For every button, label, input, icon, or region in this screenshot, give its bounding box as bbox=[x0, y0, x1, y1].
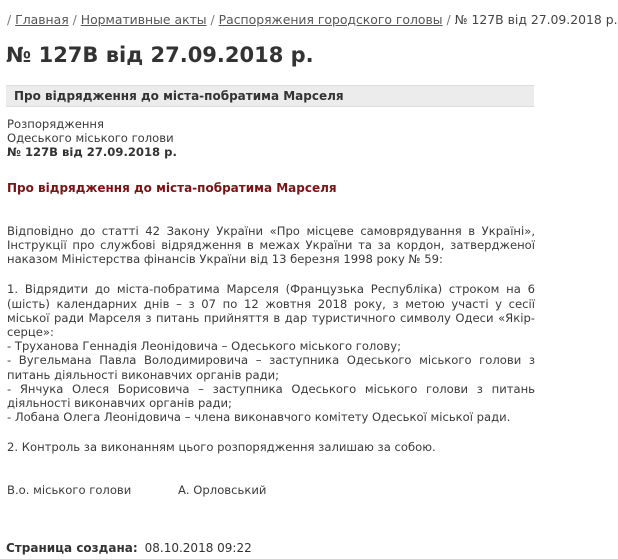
document-number: № 127В від 27.09.2018 р. bbox=[7, 145, 177, 160]
breadcrumb-separator: / bbox=[210, 12, 215, 27]
subject-bar bbox=[6, 85, 534, 107]
breadcrumb bbox=[7, 12, 618, 28]
breadcrumb-current: № 127В від 27.09.2018 р. bbox=[454, 12, 618, 27]
created-label: Страница создана: bbox=[6, 541, 138, 555]
breadcrumb-separator: / bbox=[7, 12, 12, 27]
signature-name: А. Орловський bbox=[178, 483, 267, 497]
document-heading: Про відрядження до міста-побратима Марселя bbox=[7, 180, 337, 195]
document-body bbox=[7, 117, 535, 455]
subject-bar-text: Про відрядження до міста-побратима Марселя bbox=[14, 89, 344, 103]
document-type: Розпорядження bbox=[7, 117, 104, 131]
document-item-1: 1. Відрядити до міста-побратима Марселя (Французька Республіка) строком на 6 (шість) календарних днів – з 07 по 12 жовтня 2018 року, з метою участі у сесії міської ради Марселя з питань прийняття в дар туристичного символу Одеси «Якір-серце»: bbox=[7, 282, 535, 340]
page-title: № 127В від 27.09.2018 р. bbox=[6, 43, 314, 67]
person-item: - Янчука Олеся Борисовича – заступника Одеського міського голови з питань діяльності виконавчих органів ради; bbox=[7, 381, 535, 411]
person-item: - Вугельмана Павла Володимировича – заступника Одеського міського голови з питань діяльності виконавчих органів ради; bbox=[7, 353, 535, 382]
breadcrumb-separator: / bbox=[446, 12, 451, 27]
document-intro: Відповідно до статті 42 Закону України «Про місцеве самоврядування в Україні», Інструкції про службові відрядження в межах України та за кордон, затвердженої наказом Міністерства фінансів України від 13 березня 1998 року № 59: bbox=[7, 223, 535, 267]
document-item-2: 2. Контроль за виконанням цього розпорядження залишаю за собою. bbox=[7, 440, 436, 455]
breadcrumb-link-normative-acts[interactable]: Нормативные акты bbox=[80, 12, 207, 27]
created-value: 08.10.2018 09:22 bbox=[144, 541, 252, 555]
document-issuer: Одеського міського голови bbox=[7, 131, 174, 146]
signature-title: В.о. міського голови bbox=[7, 483, 132, 497]
page-created bbox=[6, 541, 252, 555]
breadcrumb-link-mayor-orders[interactable]: Распоряжения городского головы bbox=[218, 12, 443, 27]
person-item: - Лобана Олега Леонідовича – члена виконавчого комітету Одеської міської ради. bbox=[7, 410, 511, 425]
breadcrumb-separator: / bbox=[72, 12, 77, 27]
person-item: - Труханова Геннадія Леонідовича – Одеського міського голову; bbox=[7, 339, 402, 354]
breadcrumb-link-home[interactable]: Главная bbox=[15, 12, 69, 27]
